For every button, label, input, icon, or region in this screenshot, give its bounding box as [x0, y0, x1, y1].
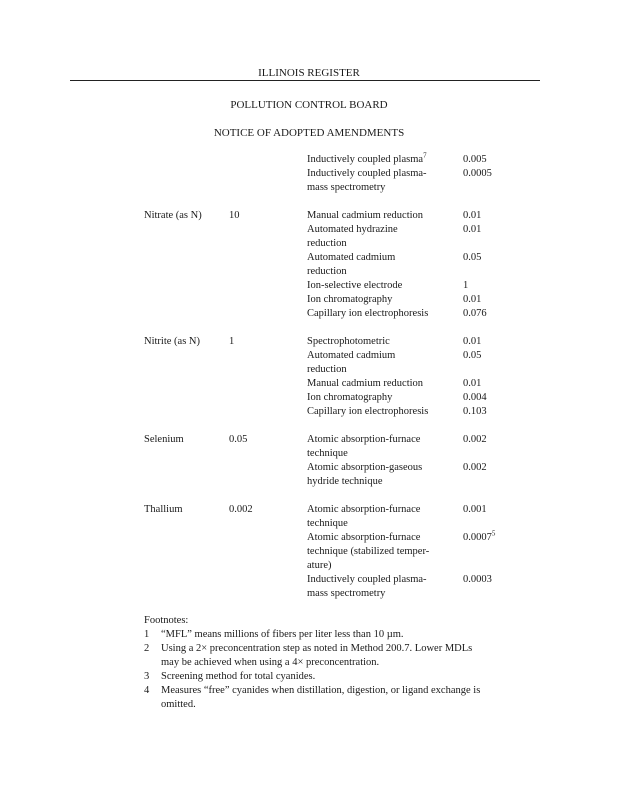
mdl-cell: 0.01 — [463, 210, 482, 221]
mdl-cell: 0.002 — [463, 462, 487, 473]
mdl-cell: 0.005 — [463, 154, 487, 165]
board-title: POLLUTION CONTROL BOARD — [230, 99, 388, 111]
method-cell: Automated cadmium — [307, 350, 396, 361]
mdl-cell: 0.01 — [463, 336, 482, 347]
footnote-text: “MFL” means millions of fibers per liter less than 10 µm. — [161, 629, 404, 640]
method-cell: Manual cadmium reduction — [307, 210, 424, 221]
footnote-number: 4 — [144, 685, 150, 696]
mdl-cell: 0.0003 — [463, 574, 492, 585]
method-cell: Inductively coupled plasma- — [307, 574, 427, 585]
method-cell: Ion-selective electrode — [307, 280, 403, 291]
mdl-cell: 0.076 — [463, 308, 487, 319]
mdl-cell: 0.004 — [463, 392, 487, 403]
method-cell: Spectrophotometric — [307, 336, 390, 347]
method-cell: technique — [307, 518, 348, 529]
method-cell: hydride technique — [307, 476, 383, 487]
footnote-text: Measures “free” cyanides when distillation, digestion, or ligand exchange is — [161, 685, 481, 696]
mdl-cell: 0.103 — [463, 406, 487, 417]
method-cell: Atomic absorption-furnace — [307, 504, 421, 515]
mdl-cell: 0.0005 — [463, 168, 492, 179]
method-cell: reduction — [307, 266, 347, 277]
method-cell: technique (stabilized temper- — [307, 546, 430, 557]
method-cell: Automated hydrazine — [307, 224, 398, 235]
method-cell: reduction — [307, 364, 347, 375]
mcl-cell: 1 — [229, 336, 235, 347]
method-cell: Ion chromatography — [307, 294, 393, 305]
mcl-cell: 0.002 — [229, 504, 253, 515]
method-cell: mass spectrometry — [307, 182, 386, 193]
contaminant-cell: Nitrate (as N) — [144, 210, 202, 221]
footnote-text: may be achieved when using a 4× preconcentration. — [161, 657, 380, 668]
method-cell: technique — [307, 448, 348, 459]
mdl-cell: 0.05 — [463, 252, 482, 263]
method-cell: reduction — [307, 238, 347, 249]
mcl-cell: 10 — [229, 210, 240, 221]
method-cell: Capillary ion electrophoresis — [307, 406, 429, 417]
footnote-text: Screening method for total cyanides. — [161, 671, 316, 682]
method-cell: Ion chromatography — [307, 392, 393, 403]
footnote-number: 1 — [144, 629, 150, 640]
footnote-number: 2 — [144, 643, 150, 654]
contaminant-cell: Selenium — [144, 434, 184, 445]
footnote-number: 3 — [144, 671, 150, 682]
header-rule — [70, 80, 540, 81]
method-cell: Automated cadmium — [307, 252, 396, 263]
method-cell: mass spectrometry — [307, 588, 386, 599]
mdl-cell: 0.002 — [463, 434, 487, 445]
contaminant-cell: Thallium — [144, 504, 183, 515]
method-cell: Atomic absorption-furnace — [307, 532, 421, 543]
method-cell: Atomic absorption-gaseous — [307, 462, 423, 473]
method-cell: Inductively coupled plasma$^7$ — [307, 151, 427, 165]
mcl-cell: 0.05 — [229, 434, 248, 445]
mdl-cell: 0.0007$^5$ — [463, 529, 496, 543]
mdl-cell: 0.01 — [463, 378, 482, 389]
mdl-cell: 0.05 — [463, 350, 482, 361]
method-cell: Capillary ion electrophoresis — [307, 308, 429, 319]
register-title: ILLINOIS REGISTER — [258, 67, 360, 79]
mdl-cell: 1 — [463, 280, 469, 291]
mdl-cell: 0.01 — [463, 294, 482, 305]
mdl-cell: 0.01 — [463, 224, 482, 235]
mdl-cell: 0.001 — [463, 504, 487, 515]
footnote-text: Using a 2× preconcentration step as noted in Method 200.7. Lower MDLs — [161, 643, 473, 654]
method-cell: Inductively coupled plasma- — [307, 168, 427, 179]
method-cell: Manual cadmium reduction — [307, 378, 424, 389]
method-cell: Atomic absorption-furnace — [307, 434, 421, 445]
footnote-text: omitted. — [161, 699, 196, 710]
contaminant-cell: Nitrite (as N) — [144, 336, 200, 347]
footnotes-title: Footnotes: — [144, 615, 189, 626]
method-cell: ature) — [307, 560, 332, 571]
notice-title: NOTICE OF ADOPTED AMENDMENTS — [213, 127, 405, 139]
